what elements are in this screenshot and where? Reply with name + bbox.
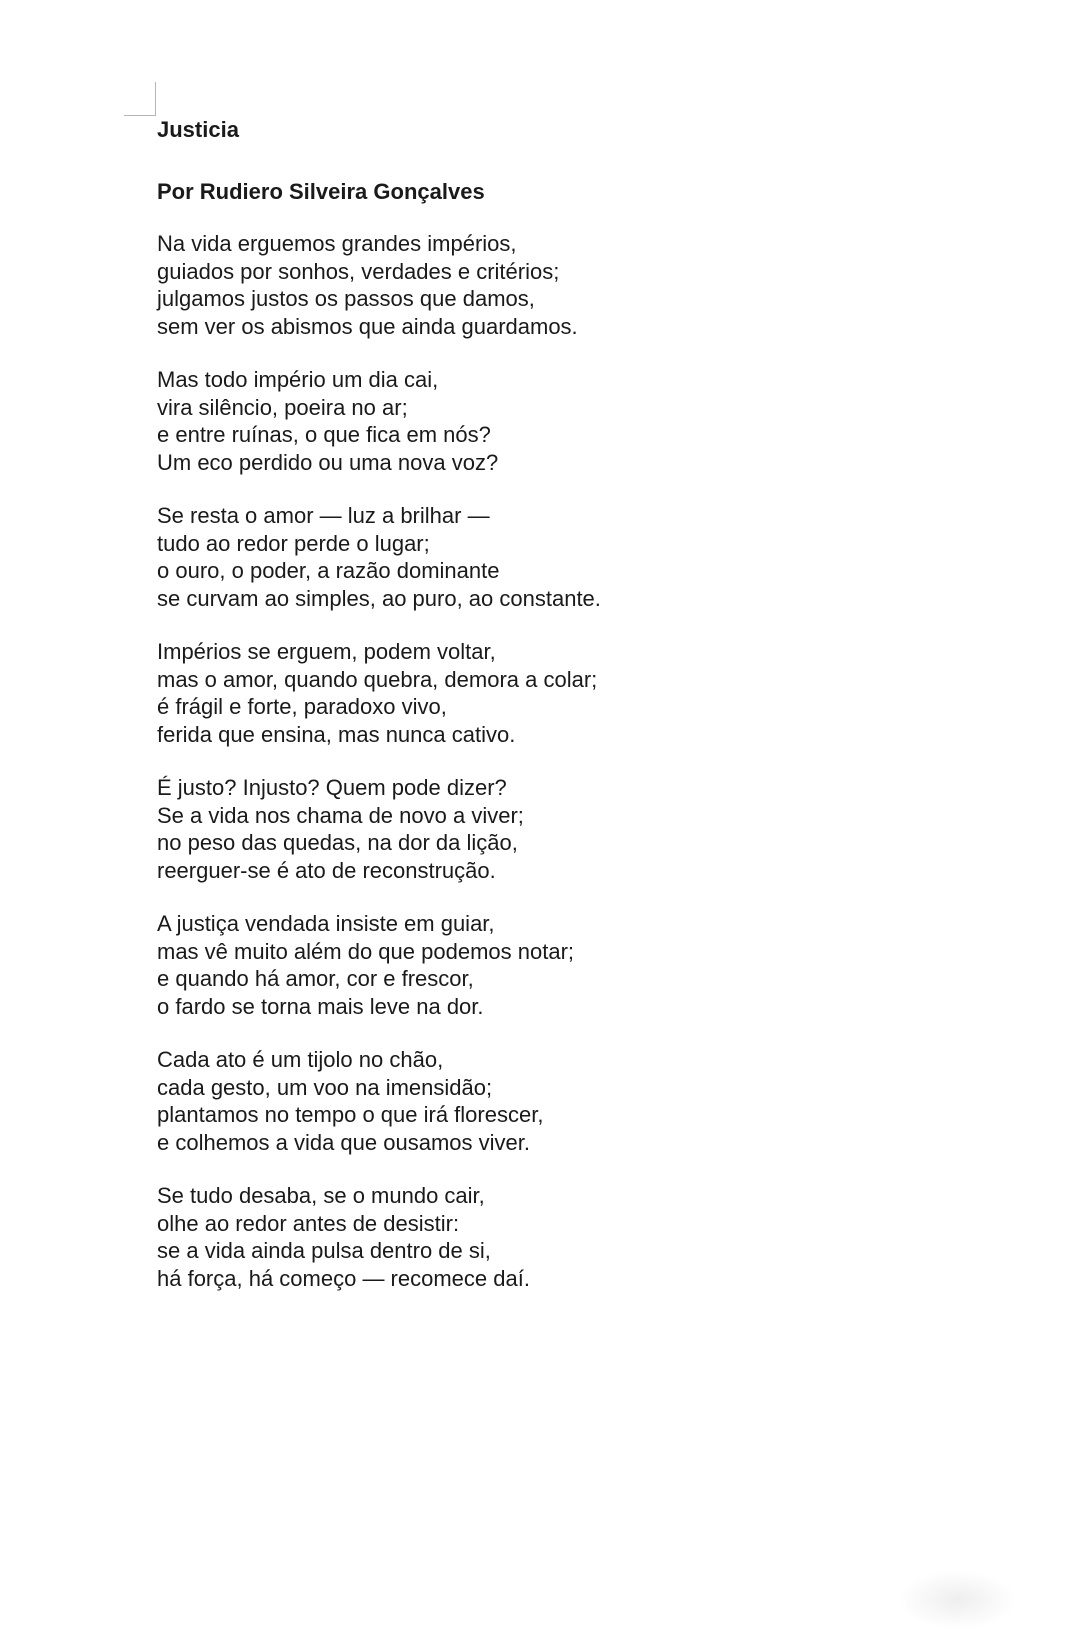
poem-line: Se resta o amor — luz a brilhar — xyxy=(157,503,490,528)
poem-title: Justicia xyxy=(157,117,239,142)
poem-line: A justiça vendada insiste em guiar, xyxy=(157,911,495,936)
stanza-2 xyxy=(157,366,917,476)
poem-stanzas xyxy=(157,230,917,1292)
margin-corner-mark xyxy=(124,82,156,116)
poem-line: no peso das quedas, na dor da lição, xyxy=(157,830,518,855)
poem-line: e colhemos a vida que ousamos viver. xyxy=(157,1129,530,1155)
stanza-6 xyxy=(157,910,917,1020)
poem-line: Um eco perdido ou uma nova voz? xyxy=(157,449,499,475)
poem-line: reerguer-se é ato de reconstrução. xyxy=(157,857,496,883)
poem-line: ferida que ensina, mas nunca cativo. xyxy=(157,721,516,747)
poem-line: É justo? Injusto? Quem pode dizer? xyxy=(157,775,507,800)
poem-line: Se a vida nos chama de novo a viver; xyxy=(157,802,524,828)
poem-line: vira silêncio, poeira no ar; xyxy=(157,394,408,420)
poem-line: mas o amor, quando quebra, demora a colar; xyxy=(157,666,598,692)
poem-line: sem ver os abismos que ainda guardamos. xyxy=(157,313,578,339)
poem-line: Mas todo império um dia cai, xyxy=(157,367,439,392)
poem-line: mas vê muito além do que podemos notar; xyxy=(157,938,575,964)
poem-author: Por Rudiero Silveira Gonçalves xyxy=(157,179,485,204)
poem-line: e quando há amor, cor e frescor, xyxy=(157,966,474,991)
poem-line: se a vida ainda pulsa dentro de si, xyxy=(157,1238,491,1263)
poem-line: é frágil e forte, paradoxo vivo, xyxy=(157,694,447,719)
poem-line: Na vida erguemos grandes impérios, xyxy=(157,231,517,256)
poem-line: tudo ao redor perde o lugar; xyxy=(157,530,430,556)
poem-line: o ouro, o poder, a razão dominante xyxy=(157,558,500,583)
stanza-1 xyxy=(157,230,917,340)
poem-line: guiados por sonhos, verdades e critérios; xyxy=(157,258,560,284)
poem-line: julgamos justos os passos que damos, xyxy=(157,286,535,311)
poem-line: Cada ato é um tijolo no chão, xyxy=(157,1047,444,1072)
stanza-5 xyxy=(157,774,917,884)
poem-line: há força, há começo — recomece daí. xyxy=(157,1265,530,1291)
poem-line: se curvam ao simples, ao puro, ao constante. xyxy=(157,585,601,611)
poem-line: cada gesto, um voo na imensidão; xyxy=(157,1074,493,1100)
document-body xyxy=(157,116,917,1318)
stanza-4 xyxy=(157,638,917,748)
poem-line: olhe ao redor antes de desistir: xyxy=(157,1210,460,1236)
margin-mark-horizontal xyxy=(124,115,156,116)
corner-shadow xyxy=(898,1570,1018,1630)
margin-mark-vertical xyxy=(155,82,156,116)
stanza-8 xyxy=(157,1182,917,1292)
poem-line: plantamos no tempo o que irá florescer, xyxy=(157,1102,544,1127)
stanza-3 xyxy=(157,502,917,612)
poem-line: o fardo se torna mais leve na dor. xyxy=(157,993,484,1019)
stanza-7 xyxy=(157,1046,917,1156)
poem-line: Impérios se erguem, podem voltar, xyxy=(157,639,496,664)
poem-line: Se tudo desaba, se o mundo cair, xyxy=(157,1183,485,1208)
poem-line: e entre ruínas, o que fica em nós? xyxy=(157,422,491,447)
